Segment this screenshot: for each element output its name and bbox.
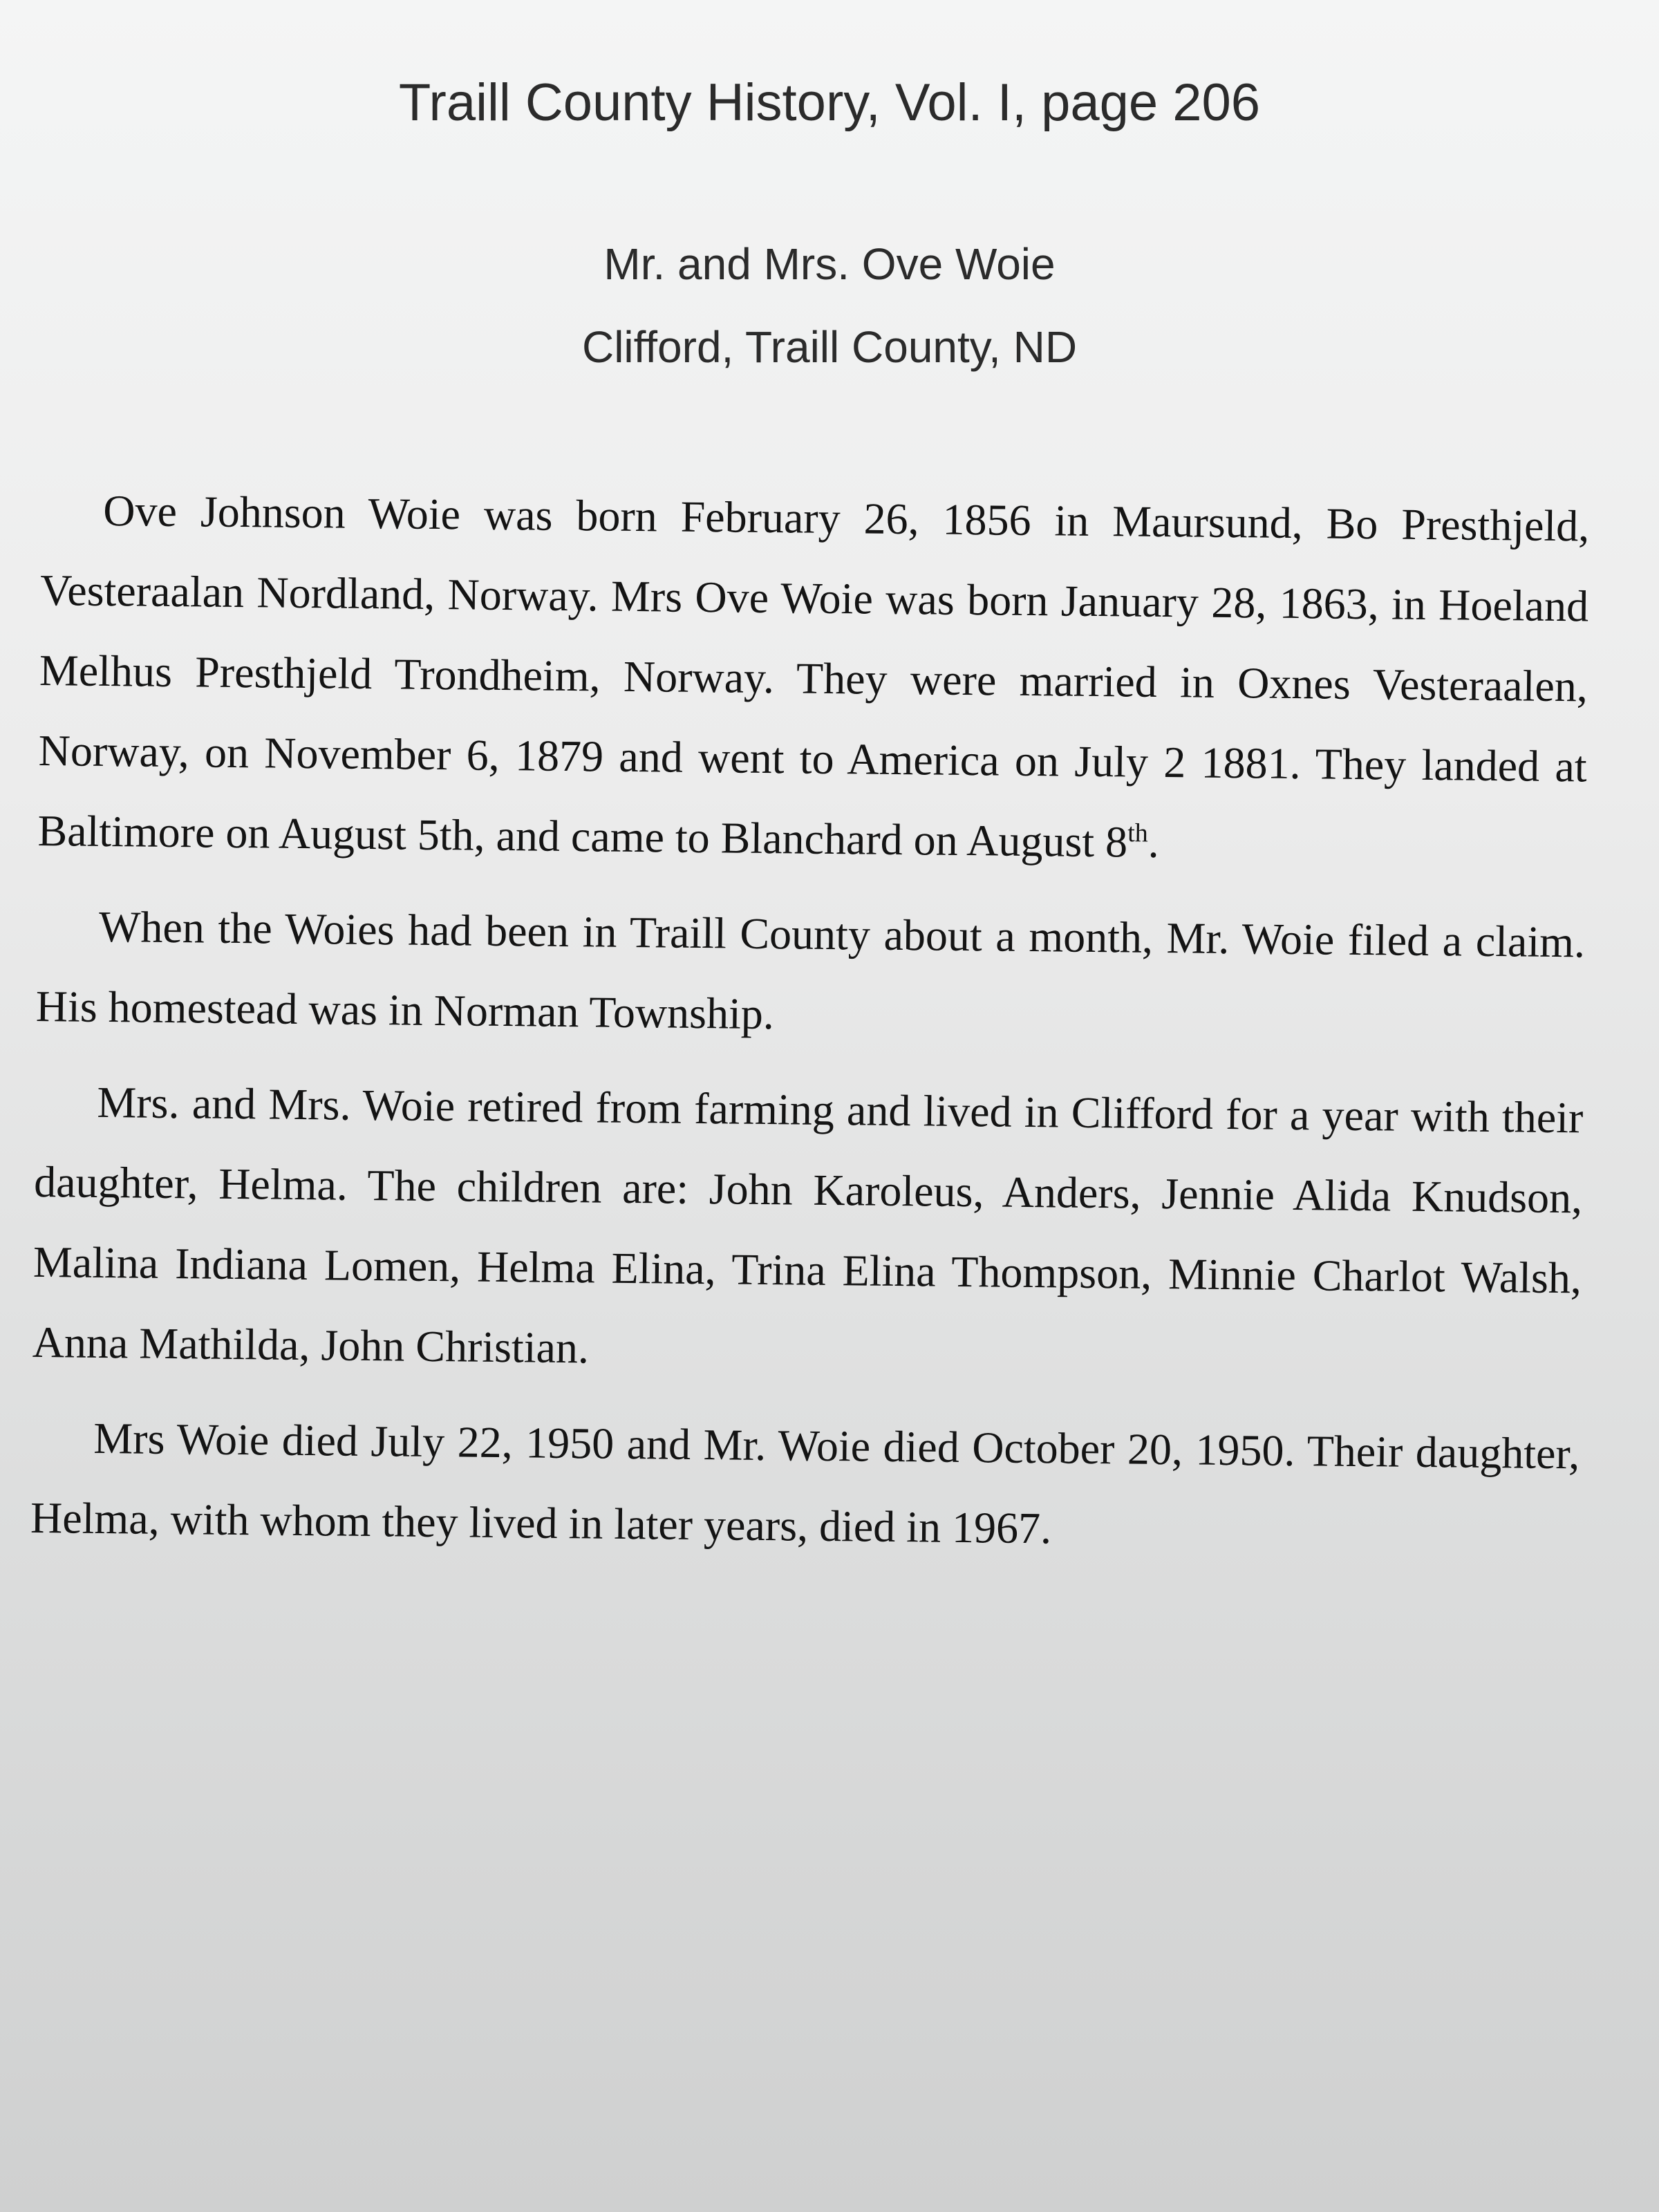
paragraph-2: When the Woies had been in Traill County about a month, Mr. Woie filed a claim. His homestead was in Norman Township. [35, 901, 1586, 1039]
paragraph-3: Mrs. and Mrs. Woie retired from farming and lived in Clifford for a year with their daughter, Helma. The children are: John Karoleus, Anders, Jennie Alida Knudson, Malina Indiana Lomen, Helma Elina, Trina Elina Thompson, Minnie Charlot Walsh, Anna Mathilda, John Christian. [32, 1077, 1584, 1373]
paragraph-1-text: Ove Johnson Woie was born February 26, 1856 in Maursund, Bo Presthjeld, Vesteraalan Nordland, Norway. Mrs Ove Woie was born January 28, 1863, in Hoeland Melhus Presthjeld Trondheim, Norway. They were married in Oxnes Vesteraalen, Norway, on November 6, 1879 and went to America on July 2 1881. They landed at Baltimore on August 5th, and came to Blanchard on August 8 [37, 485, 1590, 867]
paragraph-1 [37, 470, 1590, 887]
paragraph-4: Mrs Woie died July 22, 1950 and Mr. Woie died October 20, 1950. Their daughter, Helma, with whom they lived in later years, died in 1967. [30, 1413, 1580, 1553]
document-body [30, 470, 1590, 1589]
subject-names: Mr. and Mrs. Ove Woie [603, 239, 1056, 289]
subject-place: Clifford, Traill County, ND [581, 322, 1078, 372]
document-title: Traill County History, Vol. I, page 206 [398, 73, 1261, 132]
ordinal-suffix: th [1127, 818, 1149, 848]
paragraph-1-ending: . [1147, 817, 1160, 867]
